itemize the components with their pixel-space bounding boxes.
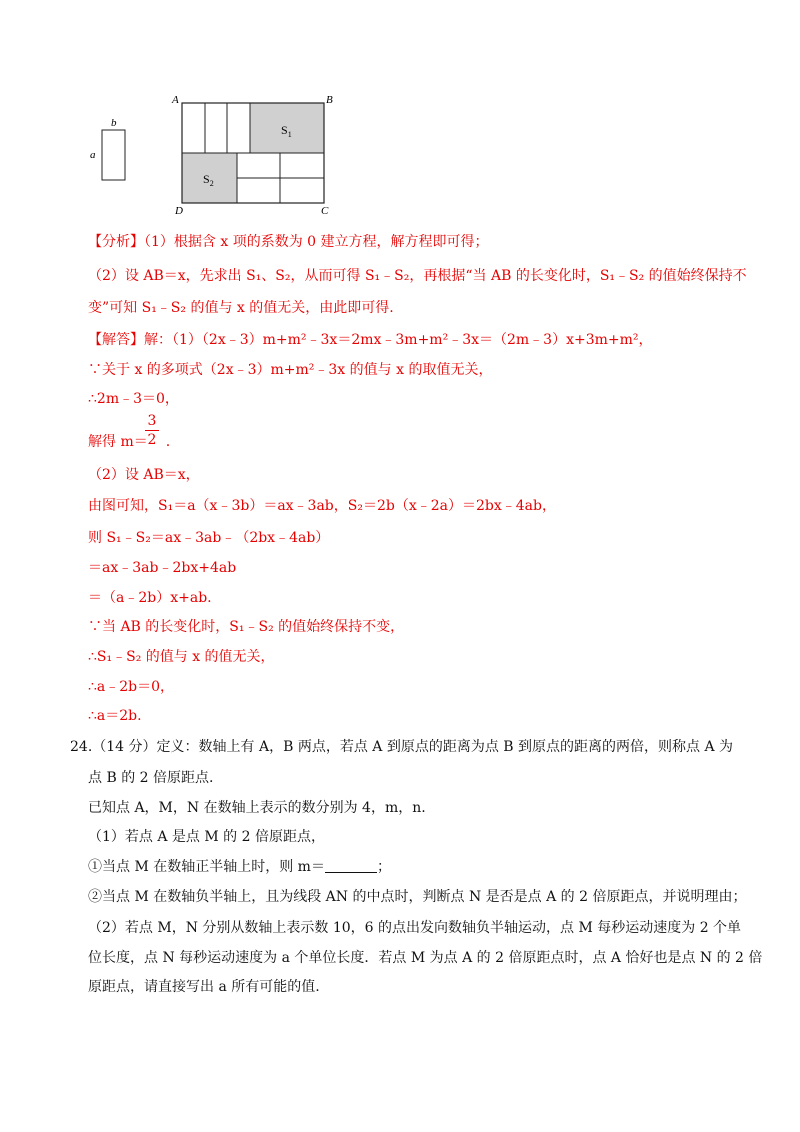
vertex-B: B xyxy=(326,94,333,106)
answer-line-4-prefix: 解得 m＝ xyxy=(88,434,148,450)
big-rectangle xyxy=(171,94,333,217)
question-24-line-6: ②当点 M 在数轴负半轴上，且为线段 AN 的中点时，判断点 N 是否是点 A 的 2 倍原距点，并说明理由； xyxy=(88,889,747,905)
answer-line-1: 【解答】解：（1）（2x﹣3）m+m²﹣3x＝2mx﹣3m+m²﹣3x＝（2m﹣3）x+3m+m²， xyxy=(88,332,653,348)
question-24-line-5 xyxy=(88,857,391,877)
answer-line-13: ∴a＝2b. xyxy=(88,708,142,724)
fraction-numerator: 3 xyxy=(147,413,157,429)
label-a: a xyxy=(90,149,96,161)
question-24-line-1: 24.（14 分）定义：数轴上有 A，B 两点，若点 A 到原点的距离为点 B 到原点的距离的两倍，则称点 A 为 xyxy=(70,739,734,755)
answer-line-7: 则 S₁﹣S₂＝ax﹣3ab﹣（2bx﹣4ab） xyxy=(88,530,330,546)
answer-line-6: 由图可知，S₁＝a（x﹣3b）＝ax﹣3ab，S₂＝2b（x﹣2a）＝2bx﹣4ab， xyxy=(88,498,556,514)
answer-line-8: ＝ax﹣3ab﹣2bx+4ab xyxy=(88,560,237,576)
question-24-line-5-suffix: ； xyxy=(376,859,391,875)
analysis-line-1: 【分析】（1）根据含 x 项的系数为 0 建立方程，解方程即可得； xyxy=(88,234,489,250)
fraction-denominator: 2 xyxy=(147,432,157,448)
question-24-line-7: （2）若点 M，N 分别从数轴上表示数 10，6 的点出发向数轴负半轴运动，点 M 每秒运动速度为 2 个单 xyxy=(88,920,742,936)
question-24-line-5-prefix: ①当点 M 在数轴正半轴上时，则 m＝ xyxy=(88,859,325,875)
question-24-line-8: 位长度，点 N 每秒运动速度为 a 个单位长度．若点 M 为点 A 的 2 倍原距点时，点 A 恰好也是点 N 的 2 倍 xyxy=(88,950,763,966)
label-S2-letter: S xyxy=(203,172,210,186)
geometry-figure xyxy=(80,90,350,220)
label-S1-sub: 1 xyxy=(287,130,292,139)
fraction-three-halves xyxy=(145,413,159,448)
answer-line-10: ∵当 AB 的长变化时，S₁﹣S₂ 的值始终保持不变， xyxy=(88,619,405,635)
question-24-line-4: （1）若点 A 是点 M 的 2 倍原距点， xyxy=(88,829,325,845)
label-b: b xyxy=(111,117,117,129)
vertex-D: D xyxy=(175,205,183,217)
vertex-C: C xyxy=(321,205,329,217)
small-rectangle xyxy=(90,117,125,180)
answer-line-3: ∴2m﹣3＝0， xyxy=(88,391,179,407)
answer-line-12: ∴a﹣2b＝0， xyxy=(88,679,175,695)
answer-line-9: ＝（a﹣2b）x+ab. xyxy=(88,590,212,606)
answer-line-4-suffix: . xyxy=(165,434,171,450)
answer-line-2: ∵关于 x 的多项式（2x﹣3）m+m²﹣3x 的值与 x 的取值无关， xyxy=(88,362,493,378)
analysis-line-2: （2）设 AB＝x，先求出 S₁、S₂，从而可得 S₁﹣S₂，再根据“当 AB 的长变化时，S₁﹣S₂ 的值始终保持不 xyxy=(88,268,747,284)
label-S1-letter: S xyxy=(281,123,288,137)
question-24-line-9: 原距点，请直接写出 a 所有可能的值. xyxy=(88,979,320,995)
question-24-line-3: 已知点 A，M，N 在数轴上表示的数分别为 4，m，n. xyxy=(88,800,426,816)
answer-line-5: （2）设 AB＝x， xyxy=(88,467,200,483)
answer-line-11: ∴S₁﹣S₂ 的值与 x 的值无关， xyxy=(88,649,275,665)
analysis-line-3: 变”可知 S₁﹣S₂ 的值与 x 的值无关，由此即可得. xyxy=(88,300,394,316)
question-24-line-2: 点 B 的 2 倍原距点. xyxy=(88,770,214,786)
label-S2-sub: 2 xyxy=(209,179,214,188)
answer-blank[interactable] xyxy=(325,858,377,873)
vertex-A: A xyxy=(172,94,179,106)
